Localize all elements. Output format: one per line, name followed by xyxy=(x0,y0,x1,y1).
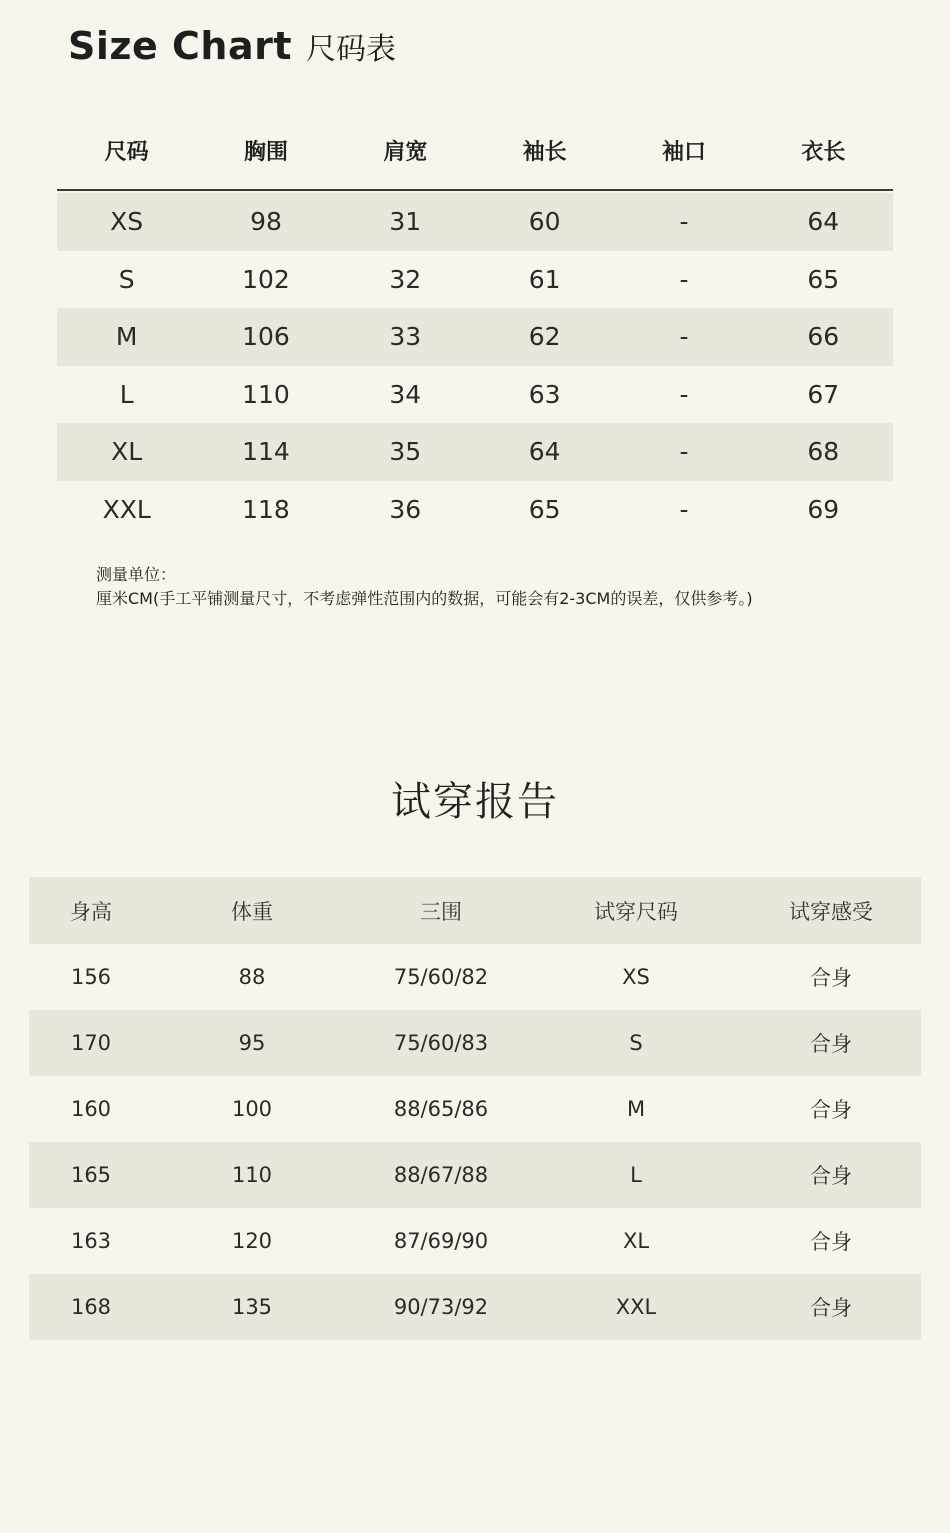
cell-size: M xyxy=(115,322,138,352)
cell-fit: 合身 xyxy=(810,1296,852,1320)
cell-sleeve: 64 xyxy=(528,437,561,467)
table-row xyxy=(29,1010,921,1076)
page-title xyxy=(68,24,396,68)
header-measurements: 三围 xyxy=(420,899,462,924)
cell-size: XS xyxy=(622,965,650,989)
table-row xyxy=(29,1142,921,1208)
table-row xyxy=(57,423,893,481)
cell-weight: 100 xyxy=(231,1097,273,1121)
cell-chest: 98 xyxy=(250,207,282,237)
cell-length: 65 xyxy=(807,264,840,294)
cell-length: 64 xyxy=(807,207,840,237)
header-length: 衣长 xyxy=(801,140,846,165)
cell-chest: 102 xyxy=(242,264,290,294)
cell-fit: 合身 xyxy=(810,1098,852,1122)
title-chinese: 尺码表 xyxy=(306,32,397,67)
header-height: 身高 xyxy=(70,899,112,924)
cell-shoulder: 35 xyxy=(389,437,422,467)
cell-size: L xyxy=(119,379,134,409)
cell-length: 66 xyxy=(807,322,840,352)
cell-weight: 95 xyxy=(238,1031,266,1055)
cell-sleeve: 61 xyxy=(528,264,561,294)
measurement-note xyxy=(96,563,753,611)
cell-cuff: - xyxy=(679,437,689,467)
cell-height: 168 xyxy=(70,1295,112,1319)
cell-shoulder: 36 xyxy=(389,494,422,524)
cell-shoulder: 33 xyxy=(389,322,422,352)
size-chart-table xyxy=(57,112,893,538)
table-row xyxy=(57,366,893,424)
cell-measurements: 90/73/92 xyxy=(393,1295,489,1319)
cell-size: XS xyxy=(110,207,144,237)
cell-size: S xyxy=(118,264,135,294)
cell-shoulder: 31 xyxy=(389,207,422,237)
table-row xyxy=(29,1274,921,1340)
table-row xyxy=(57,481,893,539)
cell-cuff: - xyxy=(679,494,689,524)
cell-length: 69 xyxy=(807,494,840,524)
cell-sleeve: 63 xyxy=(528,379,561,409)
note-description: 厘米CM(手工平铺测量尺寸，不考虑弹性范围内的数据，可能会有2-3CM的误差，仅供参考。) xyxy=(96,589,753,608)
cell-weight: 135 xyxy=(231,1295,273,1319)
cell-fit: 合身 xyxy=(810,966,852,990)
header-fit-feel: 试穿感受 xyxy=(789,899,873,924)
cell-sleeve: 62 xyxy=(528,322,561,352)
cell-cuff: - xyxy=(679,264,689,294)
cell-length: 68 xyxy=(807,437,840,467)
cell-height: 165 xyxy=(70,1163,112,1187)
cell-size: M xyxy=(626,1097,646,1121)
cell-cuff: - xyxy=(679,322,689,352)
table-row xyxy=(57,251,893,309)
note-unit-label: 测量单位： xyxy=(96,565,177,584)
cell-cuff: - xyxy=(679,379,689,409)
cell-length: 67 xyxy=(807,379,840,409)
cell-sleeve: 65 xyxy=(528,494,561,524)
cell-size: XXL xyxy=(102,494,151,524)
cell-weight: 120 xyxy=(231,1229,273,1253)
cell-shoulder: 32 xyxy=(389,264,422,294)
cell-sleeve: 60 xyxy=(528,207,561,237)
cell-size: L xyxy=(630,1163,642,1187)
cell-size: S xyxy=(629,1031,643,1055)
header-cuff: 袖口 xyxy=(661,140,706,165)
cell-size: XL xyxy=(111,437,143,467)
cell-weight: 110 xyxy=(231,1163,273,1187)
table-row xyxy=(57,308,893,366)
cell-measurements: 75/60/83 xyxy=(393,1031,489,1055)
cell-fit: 合身 xyxy=(810,1164,852,1188)
cell-measurements: 88/65/86 xyxy=(393,1097,489,1121)
cell-chest: 118 xyxy=(242,494,290,524)
cell-height: 156 xyxy=(70,965,112,989)
cell-measurements: 75/60/82 xyxy=(393,965,489,989)
cell-weight: 88 xyxy=(238,965,266,989)
table-row xyxy=(29,1076,921,1142)
header-sleeve-length: 袖长 xyxy=(522,140,567,165)
cell-measurements: 87/69/90 xyxy=(393,1229,489,1253)
cell-chest: 114 xyxy=(242,437,290,467)
report-title: 试穿报告 xyxy=(391,779,559,825)
cell-size: XL xyxy=(622,1229,650,1253)
title-english: Size Chart xyxy=(68,24,293,68)
cell-chest: 110 xyxy=(242,379,290,409)
cell-chest: 106 xyxy=(242,322,290,352)
cell-shoulder: 34 xyxy=(389,379,422,409)
table-row xyxy=(57,193,893,251)
header-shoulder: 肩宽 xyxy=(383,140,428,165)
cell-cuff: - xyxy=(679,207,689,237)
table-row xyxy=(29,944,921,1010)
size-chart-header-row xyxy=(57,112,893,191)
table-row xyxy=(29,1208,921,1274)
cell-fit: 合身 xyxy=(810,1032,852,1056)
header-chest: 胸围 xyxy=(243,140,288,165)
cell-fit: 合身 xyxy=(810,1230,852,1254)
header-weight: 体重 xyxy=(231,899,273,924)
header-size: 尺码 xyxy=(104,140,149,165)
header-tried-size: 试穿尺码 xyxy=(594,899,678,924)
cell-height: 163 xyxy=(70,1229,112,1253)
cell-measurements: 88/67/88 xyxy=(393,1163,489,1187)
cell-height: 160 xyxy=(70,1097,112,1121)
fit-report-table xyxy=(29,877,921,1340)
cell-size: XXL xyxy=(615,1295,657,1319)
cell-height: 170 xyxy=(70,1031,112,1055)
report-header-row xyxy=(29,877,921,944)
